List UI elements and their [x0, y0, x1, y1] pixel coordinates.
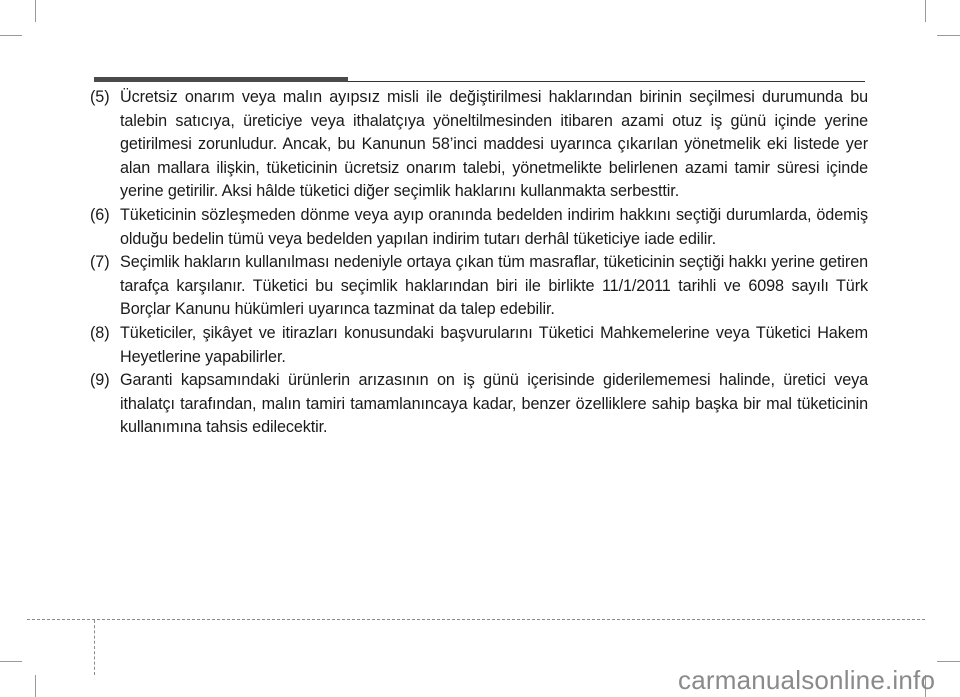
item-number: (8) [90, 323, 110, 342]
item-text: Ücretsiz onarım veya malın ayıpsız misli ile değiştirilmesi haklarından birinin seçilmesi durumunda bu talebin satıcıya, üreticiye veya ithalatçıya yöneltilmesinden itibaren azami otuz iş günü içinde yerine getirilmesi zorunludur. Ancak, bu Kanunun 58’inci maddesi uyarınca çıkarılan yönetmelik eki listede yer alan mallara ilişkin, tüketicinin ücretsiz onarım talebi, yönetmelikte belirlenen azami tamir süresi içinde yerine getirilir. Aksi hâlde tüketici diğer seçimlik haklarını kullanmakta serbesttir. [120, 88, 868, 201]
document-body [90, 86, 868, 440]
header-rule-thick [94, 77, 348, 82]
item-text: Tüketiciler, şikâyet ve itirazları konusundaki başvurularını Tüketici Mahkemelerine veya Tüketici Hakem Heyetlerine yapabilirler. [120, 323, 868, 366]
header-rule-thin [348, 81, 865, 82]
footer-dashed-line [27, 619, 925, 620]
crop-mark-top-right-vertical [925, 0, 926, 22]
item-number: (6) [90, 205, 110, 224]
list-item [90, 86, 868, 204]
crop-mark-top-left-horizontal [0, 35, 22, 36]
crop-mark-top-left-vertical [35, 0, 36, 22]
list-item [90, 251, 868, 322]
item-number: (7) [90, 253, 110, 272]
crop-mark-bottom-left-vertical [35, 675, 36, 697]
item-text: Seçimlik hakların kullanılması nedeniyle ortaya çıkan tüm masraflar, tüketicinin seçtiği hakkı yerine getiren tarafça karşılanır. Tüketici bu seçimlik haklarından biri ile birlikte 11/1/2011 tarihli ve 6098 sayılı Türk Borçlar Kanunu hükümleri uyarınca tazminat da talep edebilir. [120, 253, 868, 319]
footer-dashed-divider [94, 620, 95, 675]
list-item [90, 322, 868, 369]
list-item [90, 204, 868, 251]
watermark: carmanualsonline.info [678, 665, 936, 695]
crop-mark-top-right-horizontal [937, 35, 960, 36]
item-number: (5) [90, 88, 110, 106]
item-number: (9) [90, 371, 110, 390]
list-item [90, 369, 868, 440]
crop-mark-bottom-left-horizontal [0, 661, 22, 662]
item-text: Garanti kapsamındaki ürünlerin arızasının on iş günü içerisinde giderilememesi halinde, üretici veya ithalatçı tarafından, malın tamiri tamamlanıncaya kadar, benzer özelliklere sahip başka bir mal tüketicinin kullanımına tahsis edilecektir. [120, 371, 868, 437]
item-text: Tüketicinin sözleşmeden dönme veya ayıp oranında bedelden indirim hakkını seçtiği durumlarda, ödemiş olduğu bedelin tümü veya bedelden yapılan indirim tutarı derhâl tüketiciye iade edilir. [120, 205, 868, 248]
crop-mark-bottom-right-horizontal [937, 661, 960, 662]
